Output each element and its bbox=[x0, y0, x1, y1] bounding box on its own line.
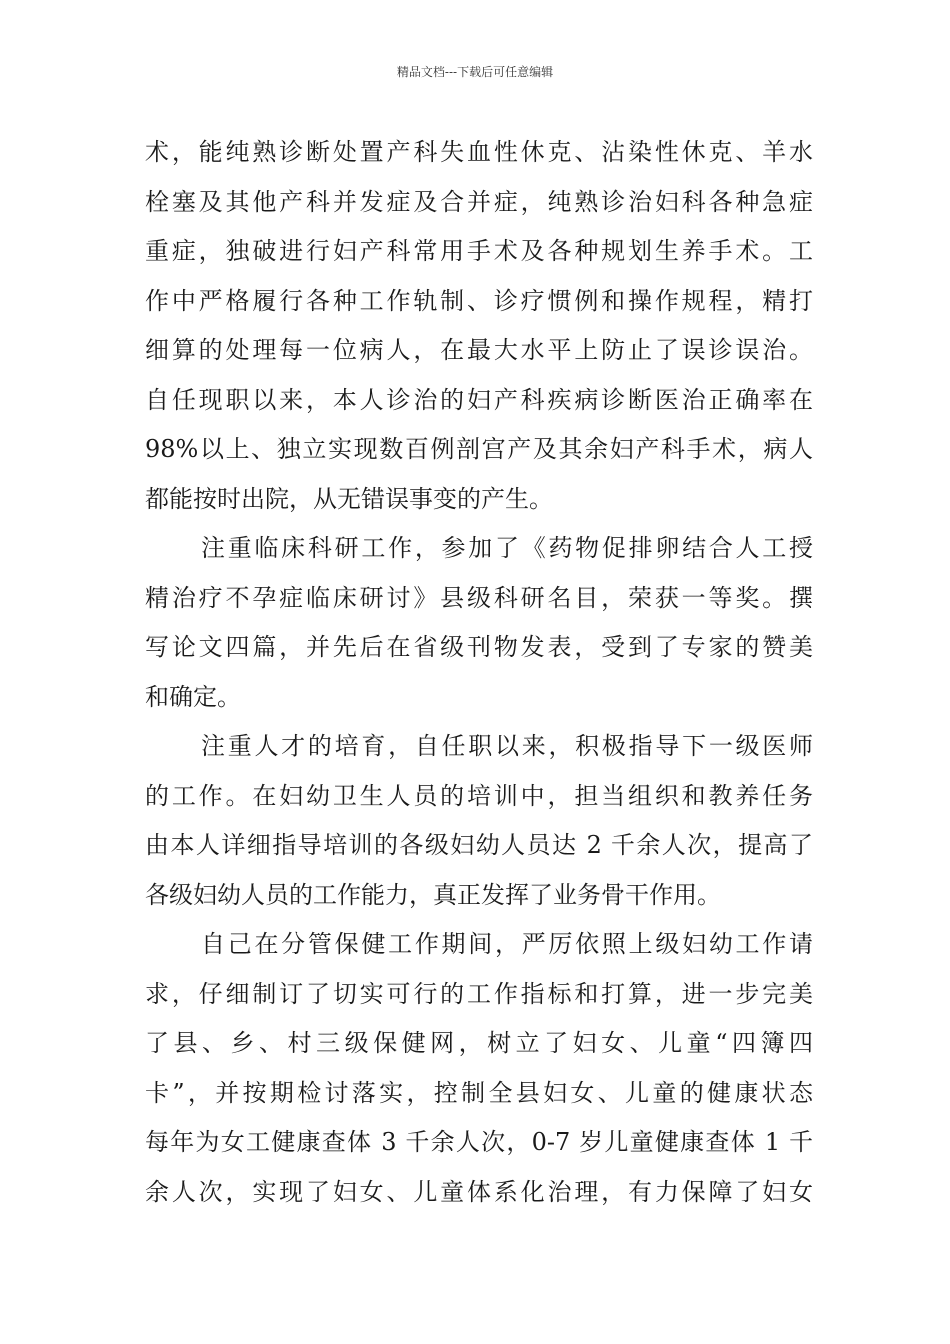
text-line: 各级妇幼人员的工作能力，真正发挥了业务骨干作用。 bbox=[145, 880, 721, 909]
text-line: 术，能纯熟诊断处置产科失血性休克、沾染性休克、羊水 bbox=[145, 138, 813, 166]
text-line: 精治疗不孕症临床研讨》县级科研名目，荣获一等奖。撰 bbox=[145, 583, 813, 612]
paragraph bbox=[145, 128, 813, 524]
text-line: 余人次，实现了妇女、儿童体系化治理，有力保障了妇女 bbox=[145, 1177, 813, 1206]
document-body bbox=[145, 128, 813, 1217]
text-line: 栓塞及其他产科并发症及合并症，纯熟诊治妇科各种急症 bbox=[145, 187, 813, 216]
text-line: 作中严格履行各种工作轨制、诊疗惯例和操作规程，精打 bbox=[145, 286, 813, 315]
text-line: 自任现职以来，本人诊治的妇产科疾病诊断医治正确率在 bbox=[145, 385, 813, 414]
text-line: 自己在分管保健工作期间，严厉依照上级妇幼工作请 bbox=[201, 930, 813, 958]
text-line: 细算的处理每一位病人，在最大水平上防止了误诊误治。 bbox=[145, 336, 813, 364]
text-line: 卡”，并按期检讨落实，控制全县妇女、儿童的健康状态 bbox=[145, 1078, 813, 1107]
text-line: 写论文四篇，并先后在省级刊物发表，受到了专家的赞美 bbox=[145, 633, 813, 661]
text-line: 了县、乡、村三级保健网，树立了妇女、儿童“四簿四 bbox=[145, 1029, 813, 1057]
paragraph bbox=[145, 920, 813, 1217]
paragraph bbox=[145, 524, 813, 722]
text-line: 求，仔细制订了切实可行的工作指标和打算，进一步完美 bbox=[145, 979, 813, 1008]
text-line: 每年为女工健康查体 3 千余人次，0-7 岁儿童健康查体 1 千 bbox=[145, 1128, 813, 1156]
text-line: 由本人详细指导培训的各级妇幼人员达 2 千余人次，提高了 bbox=[145, 831, 813, 859]
paragraph bbox=[145, 722, 813, 920]
text-line: 注重临床科研工作，参加了《药物促排卵结合人工授 bbox=[201, 534, 813, 562]
text-line: 注重人才的培育，自任职以来，积极指导下一级医师 bbox=[201, 732, 813, 760]
text-line: 98%以上、独立实现数百例剖宫产及其余妇产科手术，病人 bbox=[145, 435, 813, 463]
text-line: 的工作。在妇幼卫生人员的培训中，担当组织和教养任务 bbox=[145, 781, 813, 810]
page-header: 精品文档---下载后可任意编辑 bbox=[396, 65, 554, 79]
text-line: 都能按时出院，从无错误事变的产生。 bbox=[145, 484, 553, 513]
text-line: 和确定。 bbox=[145, 682, 241, 711]
text-line: 重症，独破进行妇产科常用手术及各种规划生养手术。工 bbox=[145, 237, 813, 265]
